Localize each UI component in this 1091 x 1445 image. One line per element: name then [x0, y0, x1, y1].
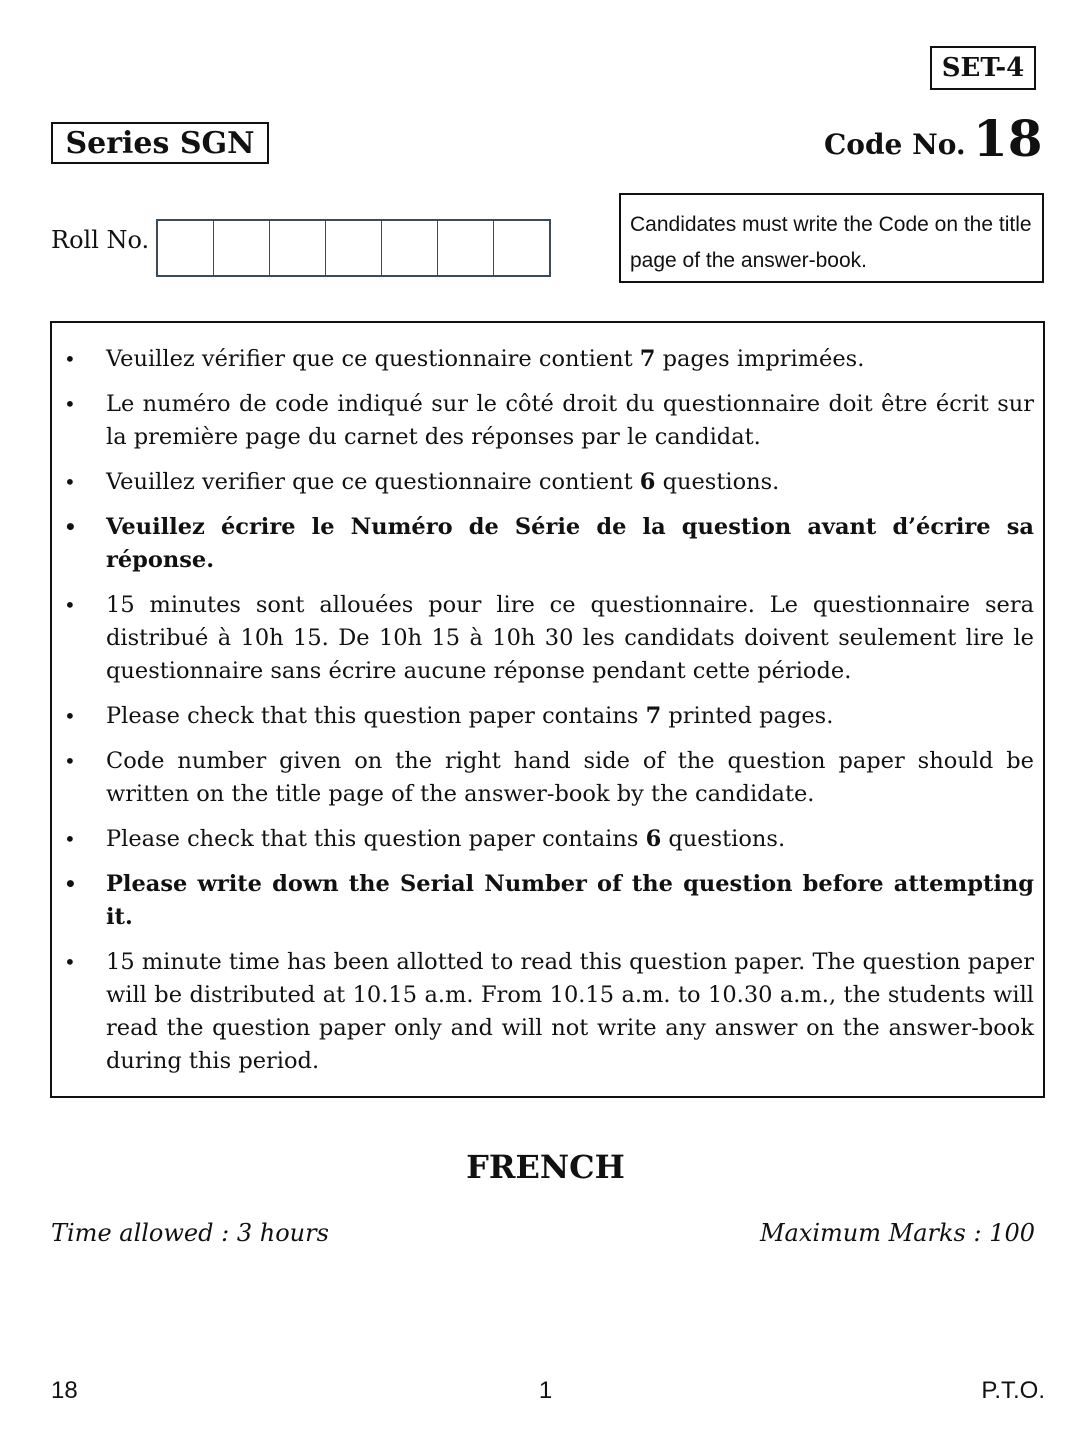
code-number: 18: [973, 109, 1043, 168]
instruction-item: [62, 589, 1034, 688]
instruction-text: Please check that this question paper contains: [106, 703, 646, 729]
instructions-box: [50, 321, 1045, 1098]
roll-number-cell: [158, 221, 214, 275]
instruction-item: [62, 388, 1034, 454]
instruction-text: pages imprimées.: [655, 346, 865, 372]
instruction-text: Veuillez verifier que ce questionnaire contient: [106, 469, 640, 495]
instructions-list: [62, 343, 1034, 1078]
roll-number-cell: [214, 221, 270, 275]
roll-number-boxes: [156, 219, 551, 277]
time-allowed: Time allowed : 3 hours: [51, 1219, 329, 1247]
maximum-marks: Maximum Marks : 100: [759, 1219, 1035, 1247]
instruction-text: Veuillez écrire le Numéro de Série de la question avant d’écrire sa réponse.: [106, 514, 1034, 573]
code-label: Code No.: [824, 128, 966, 161]
bullet-icon: •: [64, 827, 76, 851]
roll-number-label: Roll No.: [51, 226, 150, 254]
please-turn-over: P.T.O.: [981, 1377, 1045, 1404]
instruction-text: 6: [639, 469, 656, 495]
roll-number-cell: [494, 221, 549, 275]
instruction-text: Please check that this question paper contains: [106, 826, 646, 852]
bullet-icon: •: [64, 593, 76, 617]
instruction-item: [62, 700, 1034, 733]
instruction-item: [62, 511, 1034, 577]
set-label: SET-4: [930, 46, 1036, 90]
bullet-icon: •: [64, 704, 76, 728]
instruction-text: 15 minutes sont allouées pour lire ce questionnaire. Le questionnaire sera distribué à 10h 15. De 10h 15 à 10h 30 les candidats doivent seulement lire le questionnaire sans écrire aucune réponse pendant cette période.: [106, 592, 1034, 684]
instruction-item: [62, 745, 1034, 811]
instruction-text: 7: [645, 703, 662, 729]
instruction-text: Code number given on the right hand side of the question paper should be written on the title page of the answer-book by the candidate.: [106, 748, 1034, 807]
bullet-icon: •: [64, 872, 77, 896]
instruction-text: Le numéro de code indiqué sur le côté droit du questionnaire doit être écrit sur la première page du carnet des réponses par le candidat.: [106, 391, 1034, 450]
bullet-icon: •: [64, 392, 76, 416]
instruction-text: 15 minute time has been allotted to read this question paper. The question paper will be distributed at 10.15 a.m. From 10.15 a.m. to 10.30 a.m., the students will read the question paper only and will not write any answer on the answer-book during this period.: [106, 949, 1034, 1074]
subject-title: FRENCH: [466, 1148, 625, 1186]
bullet-icon: •: [64, 749, 76, 773]
bullet-icon: •: [64, 950, 76, 974]
bullet-icon: •: [64, 515, 77, 539]
code-instruction-note: Candidates must write the Code on the title page of the answer-book.: [619, 193, 1044, 283]
page-number: 1: [538, 1377, 553, 1404]
roll-number-cell: [326, 221, 382, 275]
instruction-item: [62, 466, 1034, 499]
instruction-text: questions.: [655, 469, 780, 495]
roll-number-cell: [382, 221, 438, 275]
instruction-text: 7: [639, 346, 656, 372]
bullet-icon: •: [64, 470, 76, 494]
bullet-icon: •: [64, 347, 76, 371]
instruction-text: Veuillez vérifier que ce questionnaire contient: [106, 346, 640, 372]
instruction-text: 6: [645, 826, 662, 852]
roll-number-cell: [270, 221, 326, 275]
instruction-text: Please write down the Serial Number of the question before attempting it.: [106, 871, 1034, 930]
roll-number-cell: [438, 221, 494, 275]
instruction-item: [62, 946, 1034, 1078]
footer-code: 18: [51, 1377, 78, 1404]
instruction-item: [62, 343, 1034, 376]
instruction-item: [62, 868, 1034, 934]
instruction-item: [62, 823, 1034, 856]
series-label: Series SGN: [51, 122, 269, 164]
instruction-text: printed pages.: [661, 703, 834, 729]
instruction-text: questions.: [661, 826, 786, 852]
